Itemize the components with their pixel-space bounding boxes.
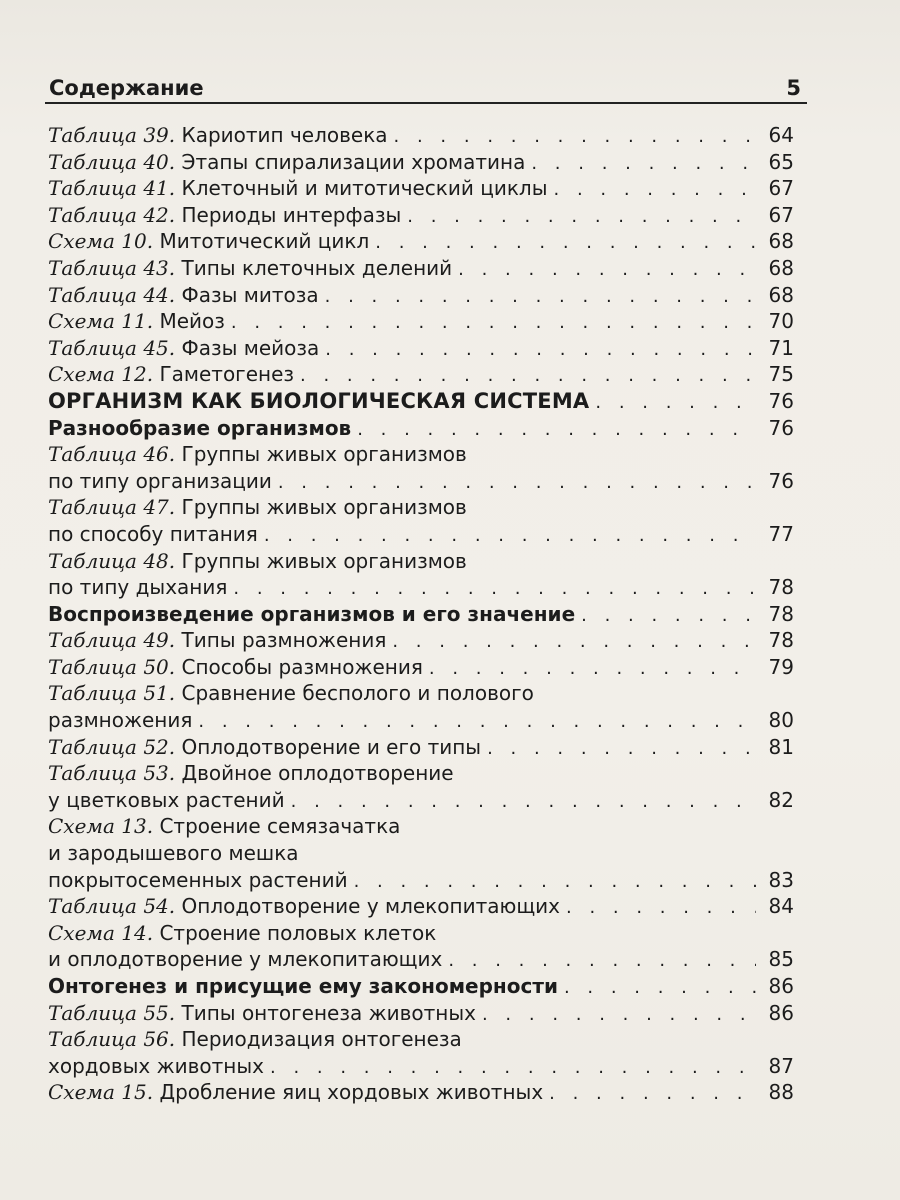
- dot-leader: [325, 337, 756, 364]
- toc-entry-page: 82: [768, 787, 794, 812]
- toc-entry-line: [48, 441, 794, 468]
- toc-entry-title: Строение семязачатка: [159, 814, 401, 839]
- toc-entry-title: по способу питания: [48, 521, 258, 546]
- toc-entry-prefix: Таблица 41.: [48, 176, 176, 201]
- toc-entry-prefix: Таблица 49.: [48, 628, 176, 653]
- toc-entry-line: [48, 920, 794, 947]
- toc-entry-prefix: Схема 13.: [48, 814, 154, 839]
- toc-entry-prefix: Таблица 45.: [48, 335, 176, 360]
- toc-entry-prefix: Таблица 52.: [48, 734, 176, 759]
- toc-entry-line: [48, 813, 794, 840]
- toc-entry-line: [48, 840, 794, 867]
- toc-entry[interactable]: [48, 441, 794, 494]
- toc-entry[interactable]: [48, 202, 794, 229]
- toc-entry-page: 85: [768, 947, 794, 972]
- toc-entry-line: [48, 308, 794, 335]
- toc-entry-title: Периодизация онтогенеза: [181, 1027, 462, 1052]
- dot-leader: [531, 151, 756, 178]
- toc-entry-page: 87: [768, 1053, 794, 1078]
- toc-entry[interactable]: [48, 415, 794, 442]
- toc-entry-title: Оплодотворение у млекопитающих: [181, 894, 560, 919]
- toc-entry[interactable]: [48, 601, 794, 628]
- toc-entry-title: Группы живых организмов: [181, 495, 467, 520]
- dot-leader: [325, 284, 756, 311]
- dot-leader: [566, 895, 756, 922]
- toc-entry-title: Клеточный и митотический циклы: [181, 176, 548, 201]
- toc-entry[interactable]: [48, 308, 794, 335]
- page-header: [45, 72, 807, 104]
- toc-entry-page: 81: [768, 734, 794, 759]
- toc-entry-title: Способы размножения: [181, 654, 423, 679]
- toc-entry-page: 86: [768, 1000, 794, 1025]
- toc-entry-title: у цветковых растений: [48, 787, 285, 812]
- toc-entry-page: 79: [768, 654, 794, 679]
- toc-entry-title: Фазы митоза: [181, 282, 319, 307]
- toc-entry-page: 68: [768, 255, 794, 280]
- toc-entry-line: [48, 893, 794, 920]
- toc-entry[interactable]: [48, 149, 794, 176]
- toc-entry-title: по типу организации: [48, 468, 272, 493]
- toc-entry[interactable]: [48, 627, 794, 654]
- toc-entry-title: Типы онтогенеза животных: [181, 1000, 476, 1025]
- dot-leader: [407, 204, 756, 231]
- toc-entry-line: [48, 1000, 794, 1027]
- toc-entry-line: [48, 468, 794, 495]
- toc-entry-line: [48, 202, 794, 229]
- toc-entry-title: Оплодотворение и его типы: [181, 734, 482, 759]
- toc-entry[interactable]: [48, 654, 794, 681]
- toc-entry-line: [48, 680, 794, 707]
- toc-entry-title: Разнообразие организмов: [48, 415, 352, 440]
- toc-entry-page: 76: [768, 388, 794, 413]
- toc-entry-line: [48, 760, 794, 787]
- toc-entry-page: 68: [768, 229, 794, 254]
- dot-leader: [231, 310, 756, 337]
- dot-leader: [291, 789, 756, 816]
- toc-entry-title: размножения: [48, 708, 193, 733]
- toc-entry-page: 80: [768, 708, 794, 733]
- toc-entry-title: Онтогенез и присущие ему закономерности: [48, 974, 558, 998]
- toc-entry-prefix: Таблица 47.: [48, 495, 176, 520]
- toc-entry-page: 67: [768, 176, 794, 201]
- toc-entry-line: [48, 175, 794, 202]
- toc-entry-title: Мейоз: [159, 309, 225, 334]
- toc-entry[interactable]: [48, 548, 794, 601]
- toc-entry-page: 86: [768, 974, 794, 998]
- dot-leader: [549, 1081, 756, 1108]
- toc-entry-title: Группы живых организмов: [181, 442, 467, 467]
- toc-entry-prefix: Таблица 42.: [48, 202, 176, 227]
- toc-entry-line: [48, 361, 794, 388]
- toc-entry-title: Митотический цикл: [159, 229, 370, 254]
- toc-entry-line: [48, 574, 794, 601]
- toc-entry-line: [48, 548, 794, 575]
- toc-entry-page: 75: [768, 362, 794, 387]
- toc-entry[interactable]: [48, 282, 794, 309]
- toc-entry-line: [48, 734, 794, 761]
- toc-entry-line: [48, 1079, 794, 1106]
- toc-entry-prefix: Таблица 44.: [48, 282, 176, 307]
- toc-entry-title: Периоды интерфазы: [181, 202, 402, 227]
- toc-entry[interactable]: [48, 1026, 794, 1079]
- toc-entry-line: [48, 122, 794, 149]
- toc-entry-page: 70: [768, 309, 794, 334]
- toc-entry-page: 64: [768, 123, 794, 147]
- dot-leader: [233, 576, 756, 603]
- toc-entry[interactable]: [48, 734, 794, 761]
- toc-entry-prefix: Схема 12.: [48, 362, 154, 387]
- toc-entry-page: 77: [768, 521, 794, 546]
- dot-leader: [354, 869, 756, 896]
- toc-entry-line: [48, 601, 794, 628]
- toc-entry-title: Кариотип человека: [181, 123, 388, 147]
- toc-entry[interactable]: [48, 361, 794, 388]
- toc-entry-prefix: Схема 14.: [48, 920, 154, 945]
- toc-entry[interactable]: [48, 760, 794, 813]
- toc-entry-title: Воспроизведение организмов и его значение: [48, 601, 576, 626]
- toc-entry-title: Этапы спирализации хроматина: [181, 149, 526, 174]
- toc-entry-page: 68: [768, 282, 794, 307]
- toc-entry-line: [48, 627, 794, 654]
- toc-entry-page: 71: [768, 335, 794, 360]
- dot-leader: [595, 390, 756, 417]
- toc-entry-prefix: Таблица 39.: [48, 123, 176, 147]
- toc-entry[interactable]: [48, 228, 794, 255]
- toc-entry-title: Сравнение бесполого и полового: [181, 681, 534, 706]
- toc-entry-prefix: Таблица 46.: [48, 442, 176, 467]
- dot-leader: [270, 1055, 756, 1082]
- page-title: Содержание: [49, 76, 204, 100]
- toc-entry-title: ОРГАНИЗМ КАК БИОЛОГИЧЕСКАЯ СИСТЕМА: [48, 388, 590, 413]
- dot-leader: [278, 470, 756, 497]
- toc-entry-title: Двойное оплодотворение: [181, 761, 454, 786]
- dot-leader: [394, 124, 756, 151]
- toc-entry-title: Фазы мейоза: [181, 335, 320, 360]
- dot-leader: [448, 948, 756, 975]
- toc-entry[interactable]: [48, 494, 794, 547]
- toc-entry-line: [48, 867, 794, 894]
- toc-entry-title: хордовых животных: [48, 1053, 264, 1078]
- toc-entry-prefix: Таблица 43.: [48, 255, 176, 280]
- toc-entry-line: [48, 255, 794, 282]
- toc-entry-page: 78: [768, 575, 794, 600]
- dot-leader: [392, 629, 756, 656]
- dot-leader: [300, 363, 756, 390]
- toc-entry-title: и оплодотворение у млекопитающих: [48, 947, 443, 972]
- toc-entry[interactable]: [48, 973, 794, 1000]
- table-of-contents: [48, 122, 794, 1106]
- toc-entry-prefix: Схема 15.: [48, 1080, 154, 1105]
- dot-leader: [357, 417, 756, 444]
- toc-entry-prefix: Таблица 51.: [48, 681, 176, 706]
- toc-entry-line: [48, 521, 794, 548]
- toc-entry-title: Строение половых клеток: [159, 920, 437, 945]
- toc-entry-title: Типы клеточных делений: [181, 255, 453, 280]
- toc-entry-line: [48, 335, 794, 362]
- dot-leader: [564, 975, 756, 1002]
- toc-entry[interactable]: [48, 388, 794, 415]
- toc-entry-prefix: Таблица 55.: [48, 1000, 176, 1025]
- page-number: 5: [786, 76, 801, 100]
- toc-entry-line: [48, 1053, 794, 1080]
- toc-entry-page: 78: [768, 601, 794, 626]
- toc-entry-line: [48, 228, 794, 255]
- toc-entry-title: Типы размножения: [181, 628, 387, 653]
- toc-entry-prefix: Таблица 53.: [48, 761, 176, 786]
- toc-entry-page: 78: [768, 628, 794, 653]
- toc-entry-line: [48, 282, 794, 309]
- toc-entry[interactable]: [48, 175, 794, 202]
- toc-entry-line: [48, 415, 794, 442]
- toc-entry-prefix: Таблица 50.: [48, 654, 176, 679]
- toc-entry-page: 76: [768, 468, 794, 493]
- toc-entry-prefix: Схема 10.: [48, 229, 154, 254]
- toc-entry-prefix: Таблица 56.: [48, 1027, 176, 1052]
- toc-entry-line: [48, 946, 794, 973]
- toc-entry-page: 83: [768, 867, 794, 892]
- toc-entry[interactable]: [48, 893, 794, 920]
- dot-leader: [482, 1002, 756, 1029]
- toc-entry[interactable]: [48, 122, 794, 149]
- toc-entry-page: 65: [768, 149, 794, 174]
- toc-entry-title: и зародышевого мешка: [48, 841, 299, 866]
- toc-entry[interactable]: [48, 255, 794, 282]
- toc-entry-title: Дробление яиц хордовых животных: [159, 1080, 544, 1105]
- toc-entry-title: по типу дыхания: [48, 575, 228, 600]
- dot-leader: [554, 177, 756, 204]
- toc-entry-line: [48, 149, 794, 176]
- toc-entry-page: 88: [768, 1080, 794, 1105]
- toc-entry-page: 84: [768, 894, 794, 919]
- dot-leader: [198, 709, 756, 736]
- toc-entry-title: Группы живых организмов: [181, 548, 467, 573]
- dot-leader: [375, 230, 756, 257]
- toc-entry[interactable]: [48, 1000, 794, 1027]
- dot-leader: [429, 656, 756, 683]
- dot-leader: [264, 523, 756, 550]
- toc-entry[interactable]: [48, 335, 794, 362]
- toc-entry-prefix: Таблица 54.: [48, 894, 176, 919]
- toc-entry[interactable]: [48, 1079, 794, 1106]
- toc-entry-prefix: Таблица 40.: [48, 149, 176, 174]
- toc-entry-line: [48, 973, 794, 1000]
- toc-entry-page: 67: [768, 202, 794, 227]
- toc-entry[interactable]: [48, 680, 794, 733]
- toc-entry-prefix: Таблица 48.: [48, 548, 176, 573]
- dot-leader: [581, 603, 756, 630]
- dot-leader: [487, 736, 756, 763]
- toc-entry-title: покрытосеменных растений: [48, 867, 348, 892]
- toc-entry-page: 76: [768, 415, 794, 440]
- toc-entry-title: Гаметогенез: [159, 362, 295, 387]
- toc-entry-line: [48, 707, 794, 734]
- toc-entry-line: [48, 787, 794, 814]
- toc-entry-line: [48, 494, 794, 521]
- toc-entry-line: [48, 1026, 794, 1053]
- toc-entry-prefix: Схема 11.: [48, 309, 154, 334]
- toc-entry[interactable]: [48, 813, 794, 893]
- toc-entry-line: [48, 388, 794, 415]
- toc-entry[interactable]: [48, 920, 794, 973]
- dot-leader: [458, 257, 756, 284]
- toc-entry-line: [48, 654, 794, 681]
